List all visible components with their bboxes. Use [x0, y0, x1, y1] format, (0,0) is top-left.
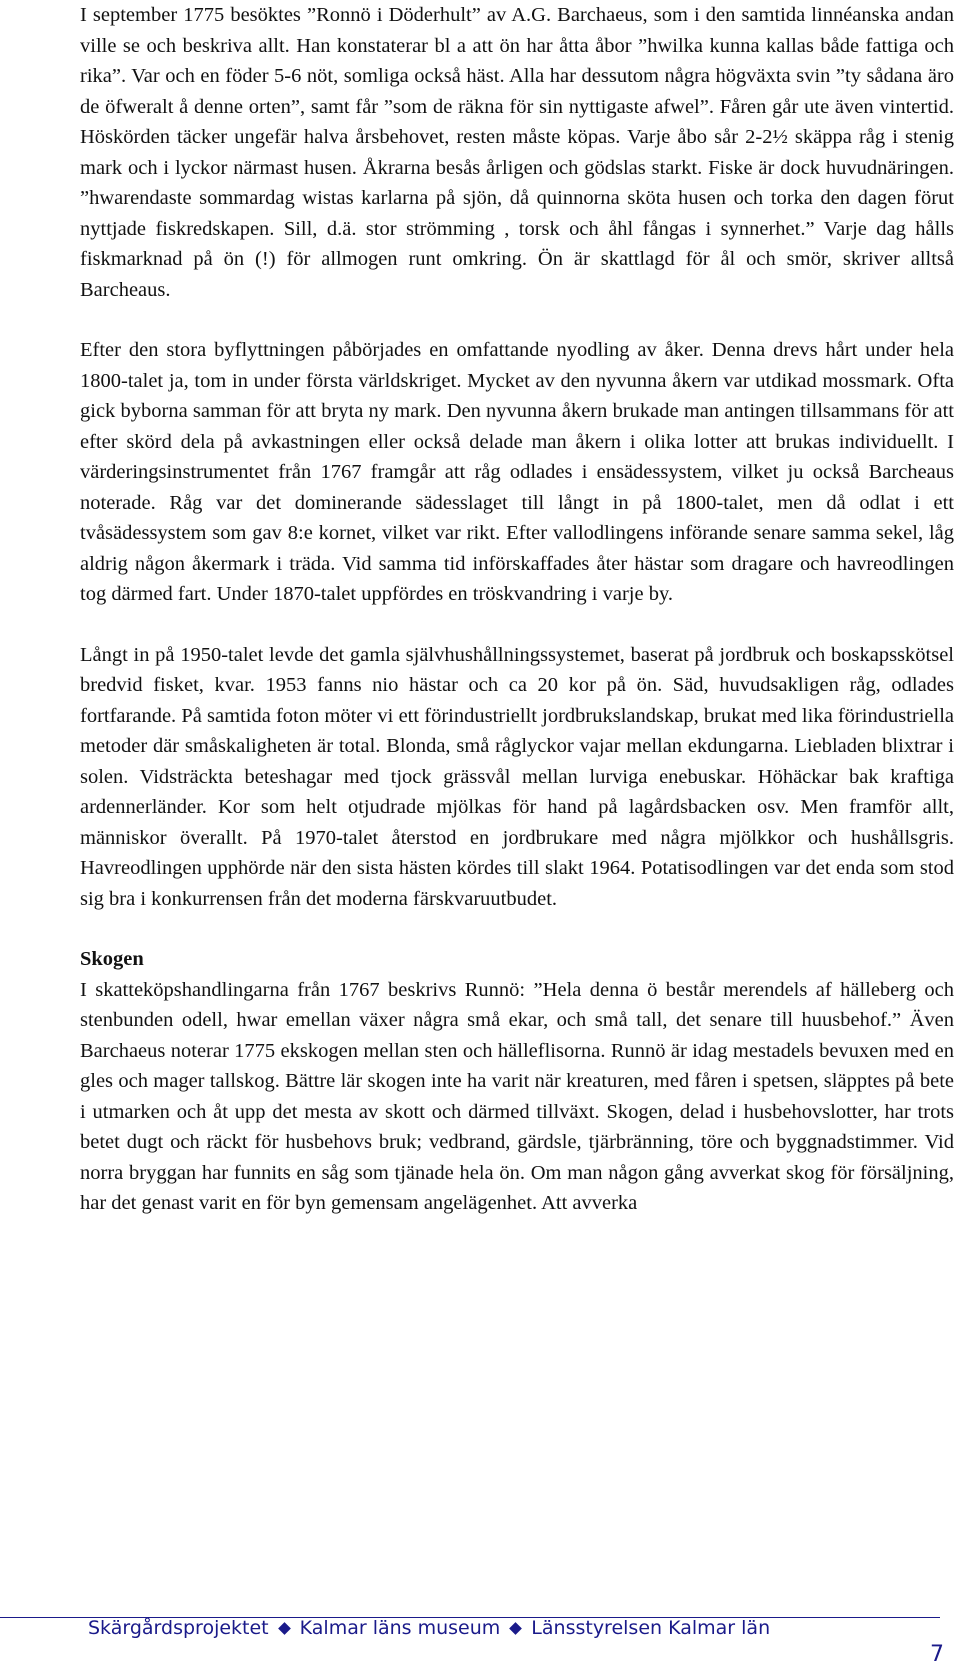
- footer-item-kalmar-lans-museum: Kalmar läns museum: [299, 1617, 501, 1639]
- diamond-separator-icon: [509, 1622, 522, 1635]
- paragraph-sjalvhushallning: Långt in på 1950-talet levde det gamla självhushållningssystemet, baserat på jordbruk och boskapsskötsel bredvid fisket, kvar. 1953 fanns nio hästar och ca 20 kor på ön. Säd, huvudsakligen råg, odlades fortfarande. På samtida foton möter vi ett förindustriellt jordbrukslandskap, brukat med lika förindustriella metoder där småskaligheten är total. Blonda, små råglyckor vajar mellan ekdungarna. Liebladen blixtrar i solen. Vidsträckta beteshagar med tjock grässvål mellan lurviga enebuskar. Höhäckar bak kraftiga ardennerländer. Kor som helt otjudrade mjölkas för hand på lagårdsbacken osv. Men framför allt, människor överallt. På 1970-talet återstod en jordbrukare med några mjölkkor och hushållsgris. Havreodlingen upphörde när den sista hästen kördes till slakt 1964. Potatisodlingen var det enda som stod sig bra i konkurrensen från det moderna färskvaruutbudet.: [80, 643, 954, 910]
- page-footer: [88, 1617, 770, 1639]
- paragraph-skogen: I skatteköpshandlingarna från 1767 beskrivs Runnö: ”Hela denna ö består merendels af hälleberg och stenbunden odell, hwar emellan växer några små ekar, och små tall, det senare till huusbehof.” Även Barchaeus noterar 1775 ekskogen mellan sten och hälleflisorna. Runnö är idag mestadels bevuxen med en gles och mager tallskog. Bättre lär skogen inte ha varit när kreaturen, med fåren i spetsen, släpptes på bete i utmarken och åt upp det mesta av skott och därmed tillväxt. Skogen, delad i husbehovslotter, har trots betet dugt och räckt för husbehovs bruk; vedbrand, gärdsle, tjärbränning, töre och byggnadstimmer. Vid norra bryggan har funnits en såg som tjänade hela ön. Om man någon gång avverkat skog för försäljning, har det genast varit en för byn gemensam angelägenhet. Att avverka: [80, 978, 954, 1214]
- paragraph-nyodling: Efter den stora byflyttningen påbörjades en omfattande nyodling av åker. Denna drevs hårt under hela 1800-talet ja, tom in under första världskriget. Mycket av den nyvunna åkern var utdikad mossmark. Ofta gick byborna samman för att bryta ny mark. Den nyvunna åkern brukade man antingen tillsammans för att efter skörd dela på avkastningen eller också delade man åkern i olika lotter att brukas individuellt. I värderingsinstrumentet från 1767 framgår att råg odlades i ensädessystem, vilket ju också Barcheaus noterade. Råg var det dominerande sädesslaget till långt in på 1800-talet, men då odlat i ett tvåsädessystem som gav 8:e kornet, vilket var rikt. Efter vallodlingens införande senare samma sekel, låg aldrig någon åkermark i träda. Vid samma tid införskaffades åter hästar som dragare och havreodlingen tog därmed fart. Under 1870-talet uppfördes en tröskvandring i varje by.: [80, 339, 954, 605]
- page-number: 7: [930, 1642, 944, 1667]
- section-heading-skogen: Skogen: [80, 948, 144, 970]
- footer-item-lansstyrelsen: Länsstyrelsen Kalmar län: [531, 1617, 771, 1639]
- paragraph-barchaeus-visit: I september 1775 besöktes ”Ronnö i Döderhult” av A.G. Barchaeus, som i den samtida linnéanska andan ville se och beskriva allt. Han konstaterar bl a att ön har åtta åbor ”hwilka kunna kallas både fattiga och rika”. Var och en föder 5-6 nöt, somliga också häst. Alla har dessutom några högväxta svin ”ty sådana äro de öfweralt å denne orten”, samt får ”som de räkna för sin nyttigaste afwel”. Fåren går ute även vintertid. Höskörden täcker ungefär halva årsbehovet, resten måste köpas. Varje åbo sår 2-2½ skäppa råg i stenig mark och i lyckor närmast husen. Åkrarna besås årligen och gödslas starkt. Fiske är dock huvudnäringen. ”hwarendaste sommardag wistas karlarna på sjön, då quinnorna sköta husen och torka den dagen förut nyttjade fiskredskapen. Sill, d.ä. stor strömming , torsk och åhl fångas i synnerhet.” Varje dag hålls fiskmarknad på ön (!) för allmogen runt omkring. Ön är skattlagd för ål och smör, skriver alltså Barcheaus.: [80, 4, 954, 301]
- document-body: [80, 0, 954, 1219]
- diamond-separator-icon: [278, 1622, 291, 1635]
- footer-item-skargardsprojektet: Skärgårdsprojektet: [88, 1617, 269, 1639]
